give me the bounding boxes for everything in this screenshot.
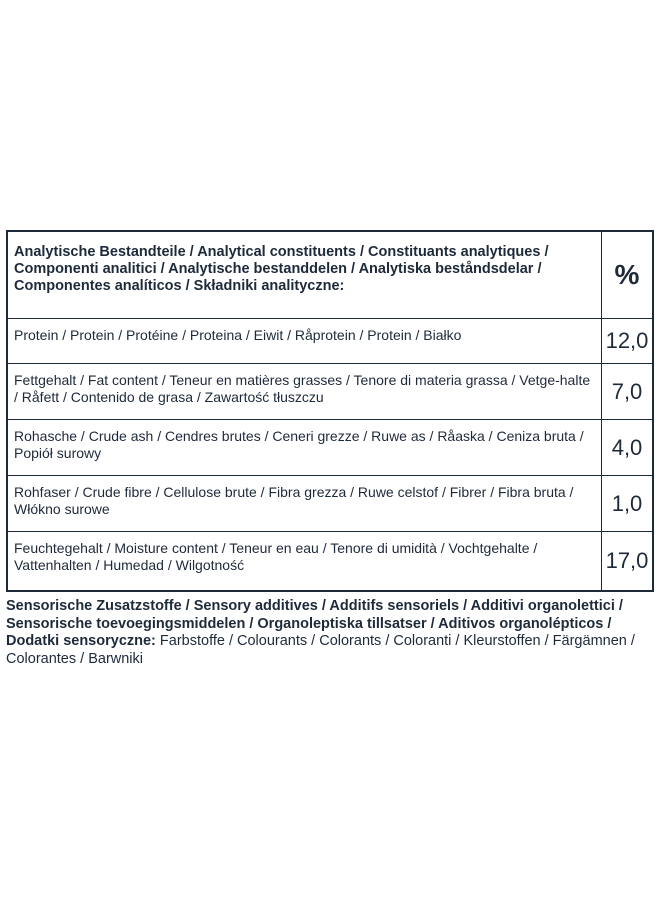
header-label-text: Analytische Bestandteile / Analytical constituents / Constituants analytiques / Componenti analitici / Analytische bestanddelen / Analytiska beståndsdelar / Componentes analíticos / Składniki analityczne: [14, 244, 549, 294]
percent-unit-header: % [614, 259, 640, 290]
table-row [8, 419, 652, 475]
row-label: Fettgehalt / Fat content / Teneur en matières grasses / Tenore di materia grassa / Vetge-halte / Råfett / Contenido de grasa / Zawartość tłuszczu [8, 364, 602, 419]
table-row [8, 475, 652, 531]
row-value: 4,0 [611, 434, 643, 460]
table-row [8, 318, 652, 363]
table-header-label [8, 232, 602, 318]
row-value: 1,0 [611, 490, 643, 516]
row-label: Protein / Protein / Protéine / Proteina / Eiwit / Råprotein / Protein / Białko [8, 319, 602, 363]
table-row [8, 531, 652, 590]
row-label: Rohasche / Crude ash / Cendres brutes / Ceneri grezze / Ruwe as / Råaska / Ceniza bruta / Popiół surowy [8, 420, 602, 475]
row-value: 7,0 [611, 378, 643, 404]
analytical-constituents-table [6, 230, 654, 592]
row-label: Rohfaser / Crude fibre / Cellulose brute / Fibra grezza / Ruwe celstof / Fibrer / Fibra bruta / Włókno surowe [8, 476, 602, 531]
sensory-additives-section [6, 598, 658, 668]
row-value: 12,0 [605, 328, 649, 353]
table-row [8, 363, 652, 419]
row-value: 17,0 [605, 548, 649, 573]
additives-heading: Sensorische Zusatzstoffe / Sensory additives / Additifs sensoriels / Additivi organolettici / Sensorische toevoegingsmiddelen / Organoleptiska tillsatser / Aditivos organolépticos / Dodatki sensoryczne: [6, 598, 623, 649]
row-label: Feuchtegehalt / Moisture content / Teneur en eau / Tenore di umidità / Vochtgehalte / Vattenhalten / Humedad / Wilgotność [8, 532, 602, 590]
additives-text: Farbstoffe / Colourants / Colorants / Coloranti / Kleurstoffen / Färgämnen / Colorantes / Barwniki [6, 633, 635, 667]
table-header-row [8, 232, 652, 318]
